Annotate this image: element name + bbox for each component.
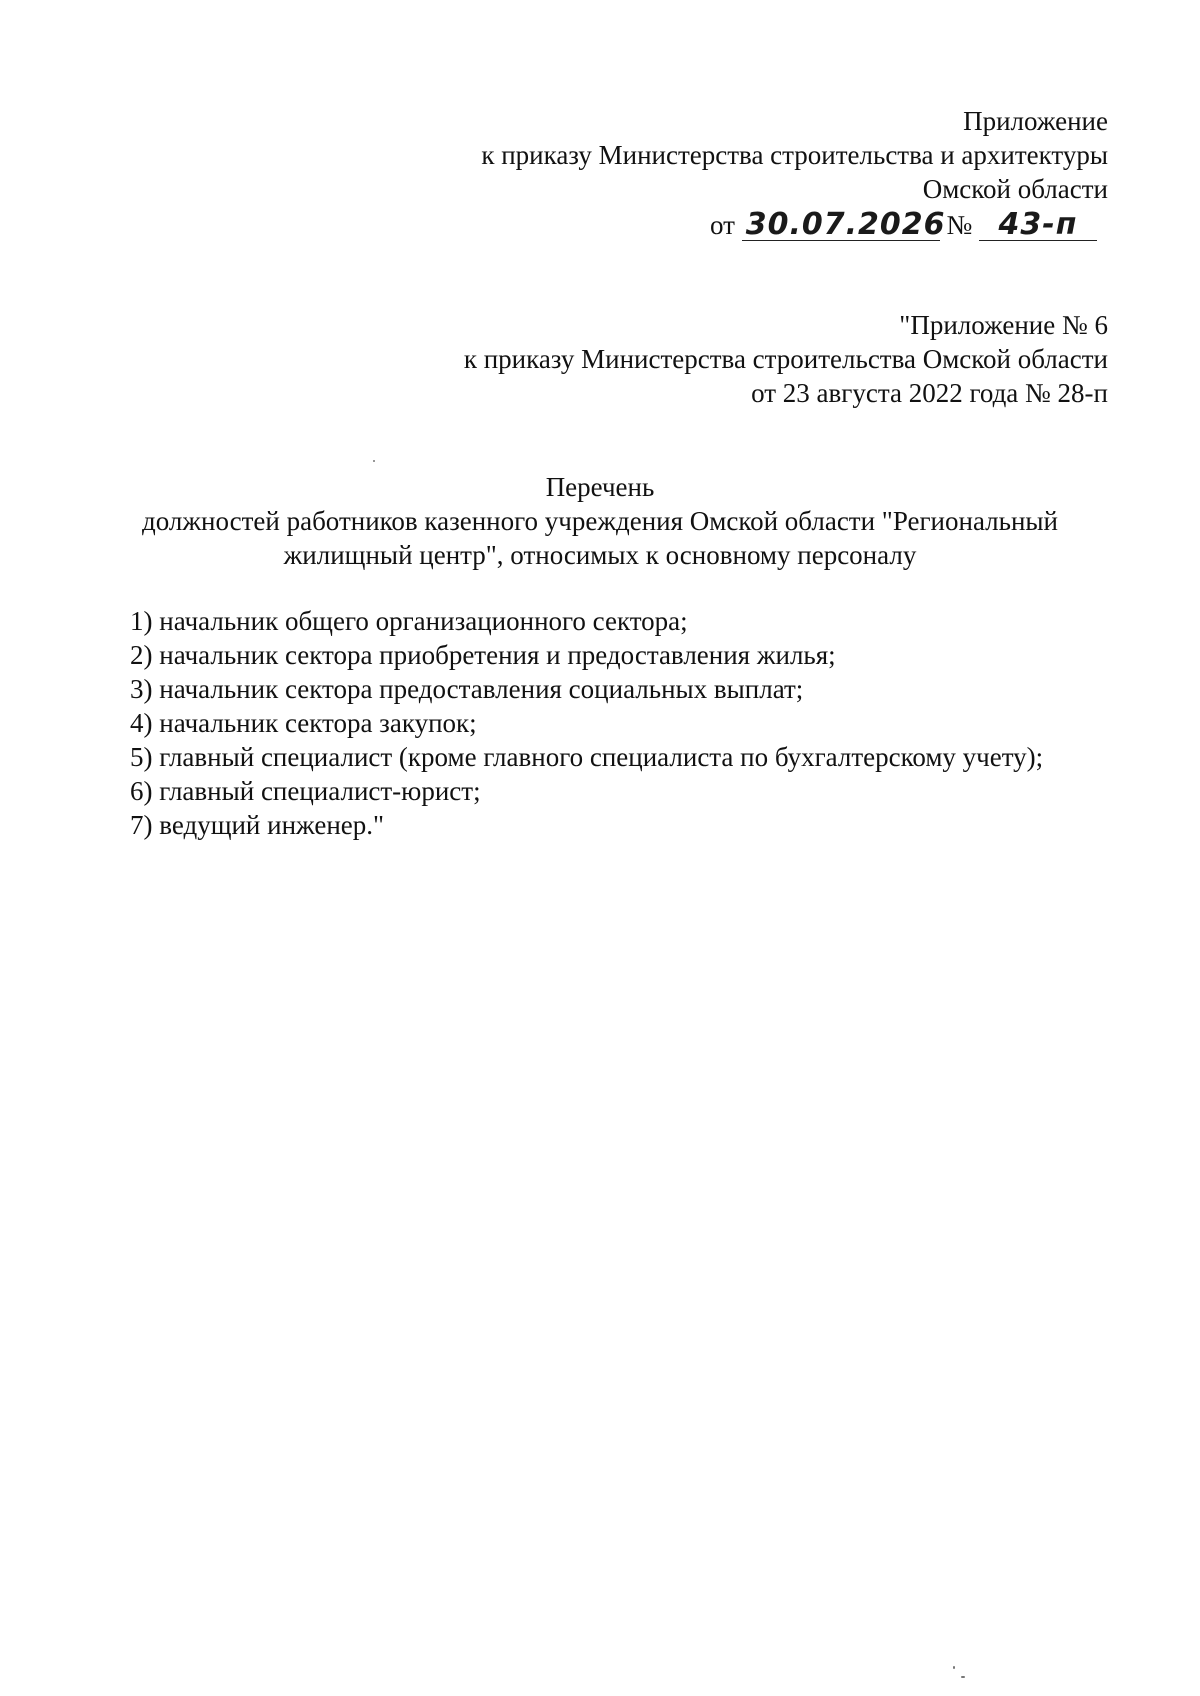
date-prefix: от (710, 210, 735, 240)
handwritten-date: 30.07.2026 (742, 210, 940, 241)
approval-title: Приложение (963, 106, 1108, 136)
scan-speck (953, 1666, 955, 1669)
original-order-date: от 23 августа 2022 года № 28-п (751, 378, 1108, 408)
list-item: 4) начальник сектора закупок; (130, 708, 477, 738)
list-subtitle-line2: жилищный центр", относимых к основному персоналу (283, 540, 917, 570)
list-item: 3) начальник сектора предоставления социальных выплат; (130, 674, 804, 704)
list-item: 2) начальник сектора приобретения и предоставления жилья; (130, 640, 836, 670)
original-annex-title: "Приложение № 6 (899, 310, 1108, 340)
list-item: 5) главный специалист (кроме главного специалиста по бухгалтерскому учету); (130, 742, 1044, 772)
list-title: Перечень (545, 472, 655, 502)
list-subtitle-line1: должностей работников казенного учреждения Омской области "Региональный (141, 506, 1058, 536)
approval-date-row (710, 208, 1097, 242)
list-item: 1) начальник общего организационного сектора; (130, 606, 688, 636)
approval-region-line: Омской области (922, 174, 1108, 204)
original-order-line: к приказу Министерства строительства Омской области (463, 344, 1108, 374)
scan-speck (961, 1676, 965, 1678)
list-item: 7) ведущий инженер." (130, 810, 385, 840)
handwritten-number: 43-п (979, 210, 1097, 241)
number-sign: № (946, 210, 973, 240)
list-item: 6) главный специалист-юрист; (130, 776, 481, 806)
scan-speck (373, 460, 375, 462)
approval-order-line: к приказу Министерства строительства и архитектуры (481, 140, 1108, 170)
